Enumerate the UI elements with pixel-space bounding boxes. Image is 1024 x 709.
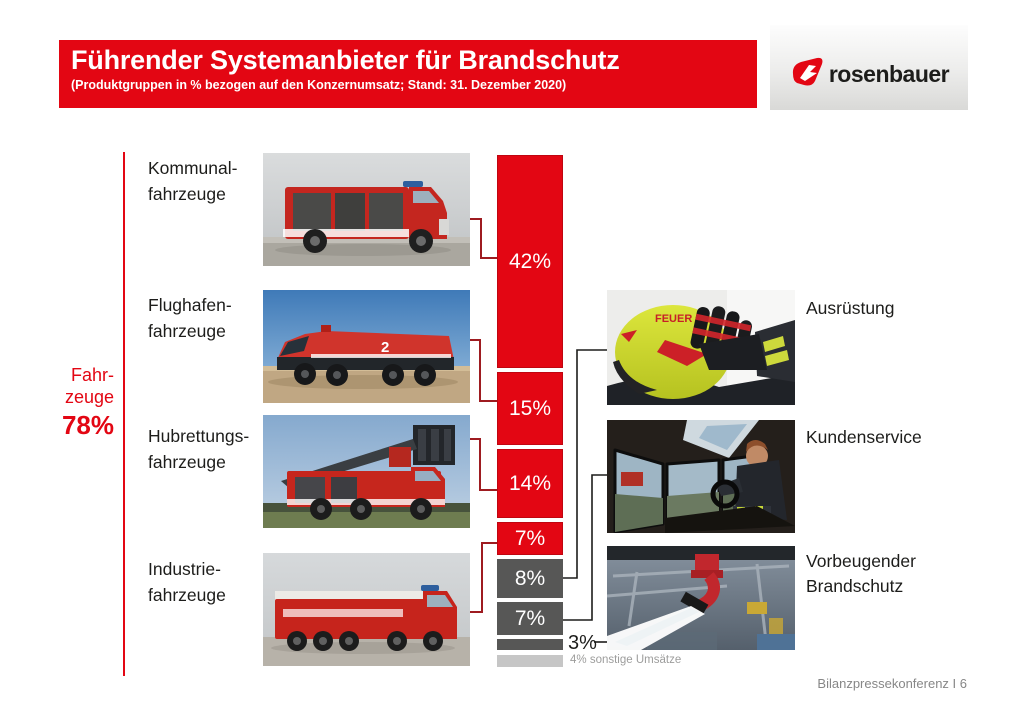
label-hubrettungsfahrzeuge: Hubrettungs- fahrzeuge: [148, 426, 250, 472]
label-3-percent: 3%: [568, 632, 597, 654]
bar-segment-vorbeugender: [497, 639, 563, 650]
footer-page-label: Bilanzpressekonferenz I 6: [817, 676, 967, 691]
bar-segment-kommunal: 42%: [497, 155, 563, 368]
ausruestung-photo: [607, 290, 795, 405]
rosenbauer-wordmark: rosenbauer: [828, 61, 950, 87]
vehicles-total: [56, 364, 114, 440]
label-flughafenfahrzeuge: Flughafen- fahrzeuge: [148, 295, 232, 341]
rosenbauer-r-icon: [789, 57, 825, 92]
vehicles-total-line1: Fahr-: [70, 365, 114, 385]
vehicles-total-share: 78%: [61, 410, 114, 440]
bar-segment-hubrettung: 14%: [497, 449, 563, 518]
svg-text:2: 2: [381, 339, 390, 356]
bar-segment-sonstige: [497, 655, 563, 667]
label-industriefahrzeuge: Industrie- fahrzeuge: [148, 559, 226, 605]
vehicles-total-line2: zeuge: [64, 387, 114, 407]
flughafen-vehicle-photo: [263, 290, 470, 403]
bar-segment-kundenservice: 7%: [497, 602, 563, 635]
kundenservice-photo: [607, 420, 795, 533]
label-vorbeugender-brandschutz: Vorbeugender Brandschutz: [806, 551, 916, 596]
vorbeugender-brandschutz-photo: [607, 546, 795, 650]
svg-text:FEUER: FEUER: [655, 313, 693, 325]
slide-subtitle: (Produktgruppen in % bezogen auf den Konzernumsatz; Stand: 31. Dezember 2020): [71, 78, 567, 92]
bar-segment-ausruestung: 8%: [497, 559, 563, 598]
label-kommunalfahrzeuge: Kommunal- fahrzeuge: [148, 158, 238, 204]
header-banner: [59, 40, 757, 108]
hubrettungs-vehicle-photo: [263, 415, 470, 528]
industrie-vehicle-photo: [263, 553, 470, 666]
label-ausruestung: Ausrüstung: [806, 298, 895, 318]
revenue-stacked-bar: [497, 155, 563, 667]
bar-segment-industrie: 7%: [497, 522, 563, 555]
bar-segment-flughafen: 15%: [497, 372, 563, 445]
label-kundenservice: Kundenservice: [806, 427, 922, 447]
label-4-percent-sonstige: 4% sonstige Umsätze: [570, 654, 682, 666]
slide-title: Führender Systemanbieter für Brandschutz: [71, 45, 620, 75]
vehicles-bracket-line: [123, 152, 125, 676]
rosenbauer-logo: [770, 25, 968, 110]
kommunal-vehicle-photo: [263, 153, 470, 266]
